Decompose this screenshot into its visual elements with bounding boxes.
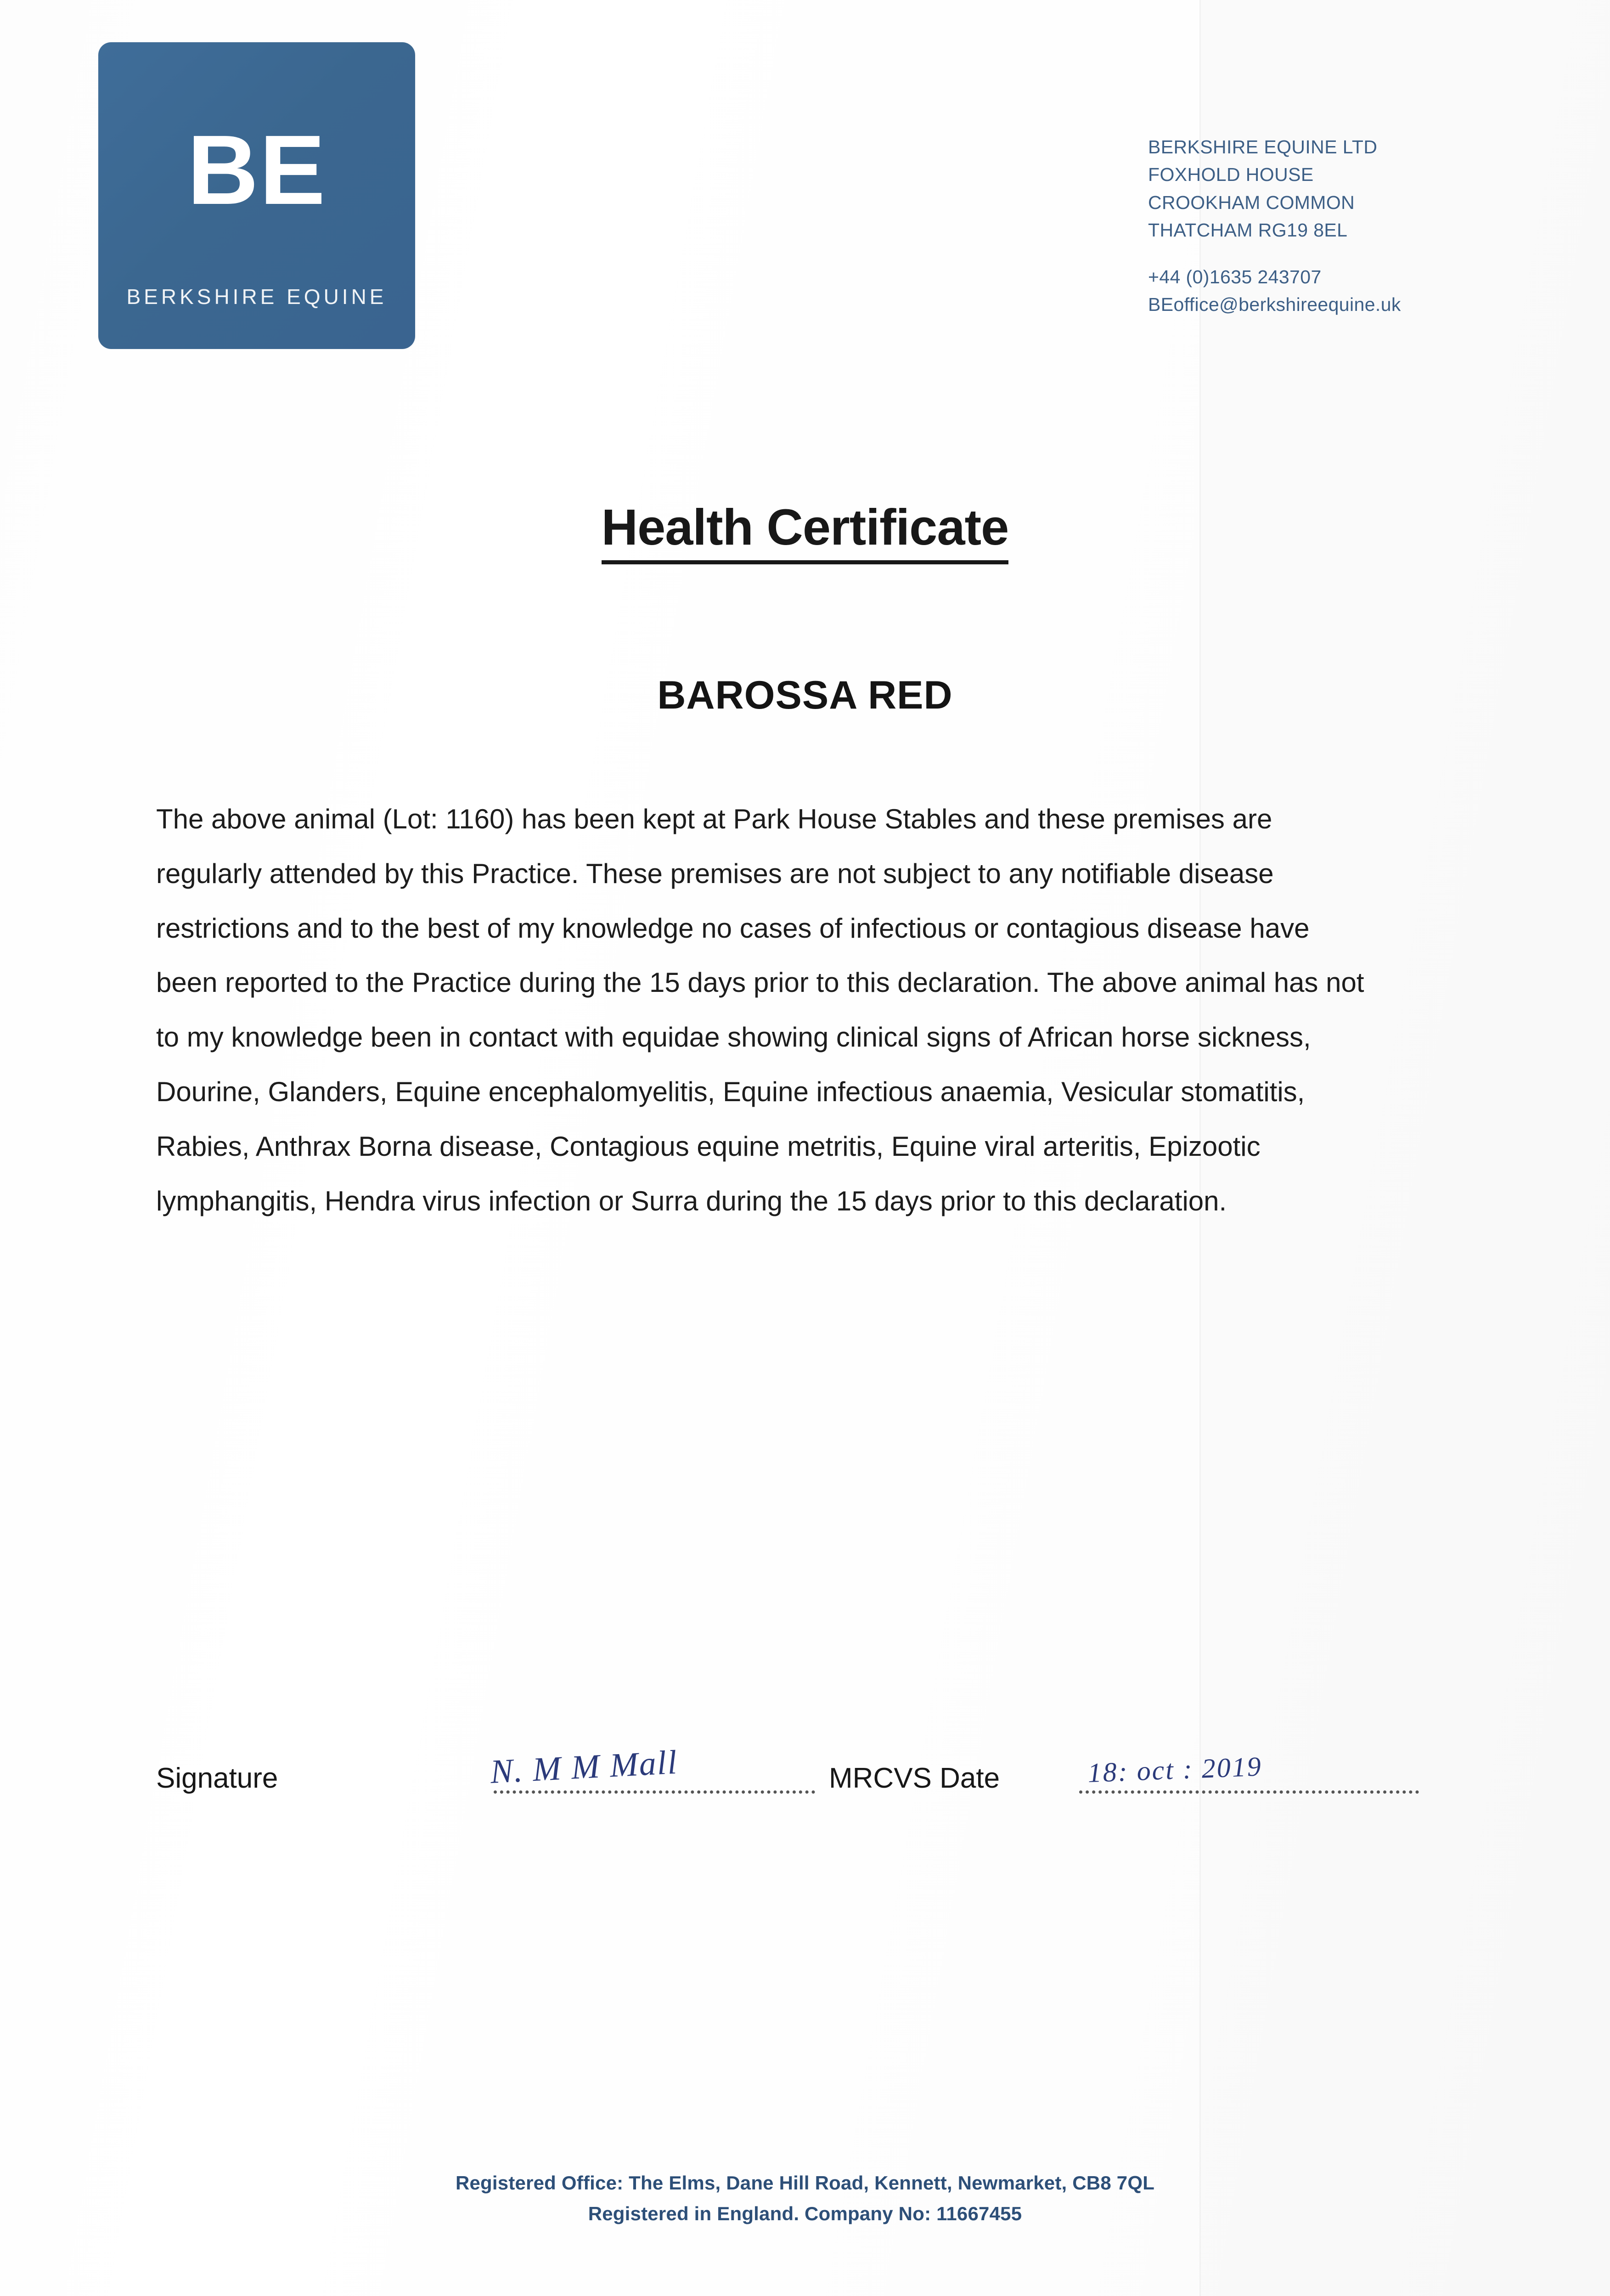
address-spacer	[1148, 244, 1401, 263]
company-email: BEoffice@berkshireequine.uk	[1148, 294, 1401, 315]
signature-label: Signature	[156, 1762, 278, 1794]
company-logo	[98, 42, 415, 349]
page-title	[0, 498, 1610, 557]
date-dotted-line	[1079, 1790, 1419, 1794]
footer-line-1: Registered Office: The Elms, Dane Hill Road, Kennett, Newmarket, CB8 7QL	[455, 2172, 1155, 2194]
footer-line-2: Registered in England. Company No: 11667455	[588, 2203, 1022, 2225]
company-address-block	[1148, 133, 1401, 319]
logo-subtitle: BERKSHIRE EQUINE	[126, 285, 387, 309]
animal-name: BAROSSA RED	[657, 673, 953, 717]
address-line-3: CROOKHAM COMMON	[1148, 191, 1355, 213]
handwritten-signature: N. M M Mall	[489, 1743, 679, 1791]
mrcvs-date-label: MRCVS Date	[829, 1762, 1000, 1794]
handwritten-date: 18: oct : 2019	[1087, 1751, 1263, 1789]
address-line-2: FOXHOLD HOUSE	[1148, 164, 1314, 186]
address-line-1: BERKSHIRE EQUINE LTD	[1148, 136, 1378, 158]
address-line-4: THATCHAM RG19 8EL	[1148, 219, 1348, 241]
logo-initials: BE	[187, 114, 327, 225]
page-title-text: Health Certificate	[602, 499, 1009, 564]
company-phone: +44 (0)1635 243707	[1148, 266, 1322, 288]
footer	[0, 2167, 1610, 2229]
signature-dotted-line	[494, 1790, 815, 1794]
certificate-body: The above animal (Lot: 1160) has been kept at Park House Stables and these premises are regularly attended by this Practice. These premises are not subject to any notifiable disease restrictions and to the best of my knowledge no cases of infectious or contagious disease have been reported to the Practice during the 15 days prior to this declaration. The above animal has not to my knowledge been in contact with equidae showing clinical signs of African horse sickness, Dourine, Glanders, Equine encephalomyelitis, Equine infectious anaemia, Vesicular stomatitis, Rabies, Anthrax Borna disease, Contagious equine metritis, Equine viral arteritis, Epizootic lymphangitis, Hendra virus infection or Surra during the 15 days prior to this declaration.	[156, 804, 1364, 1216]
signature-row	[156, 1743, 1396, 1812]
